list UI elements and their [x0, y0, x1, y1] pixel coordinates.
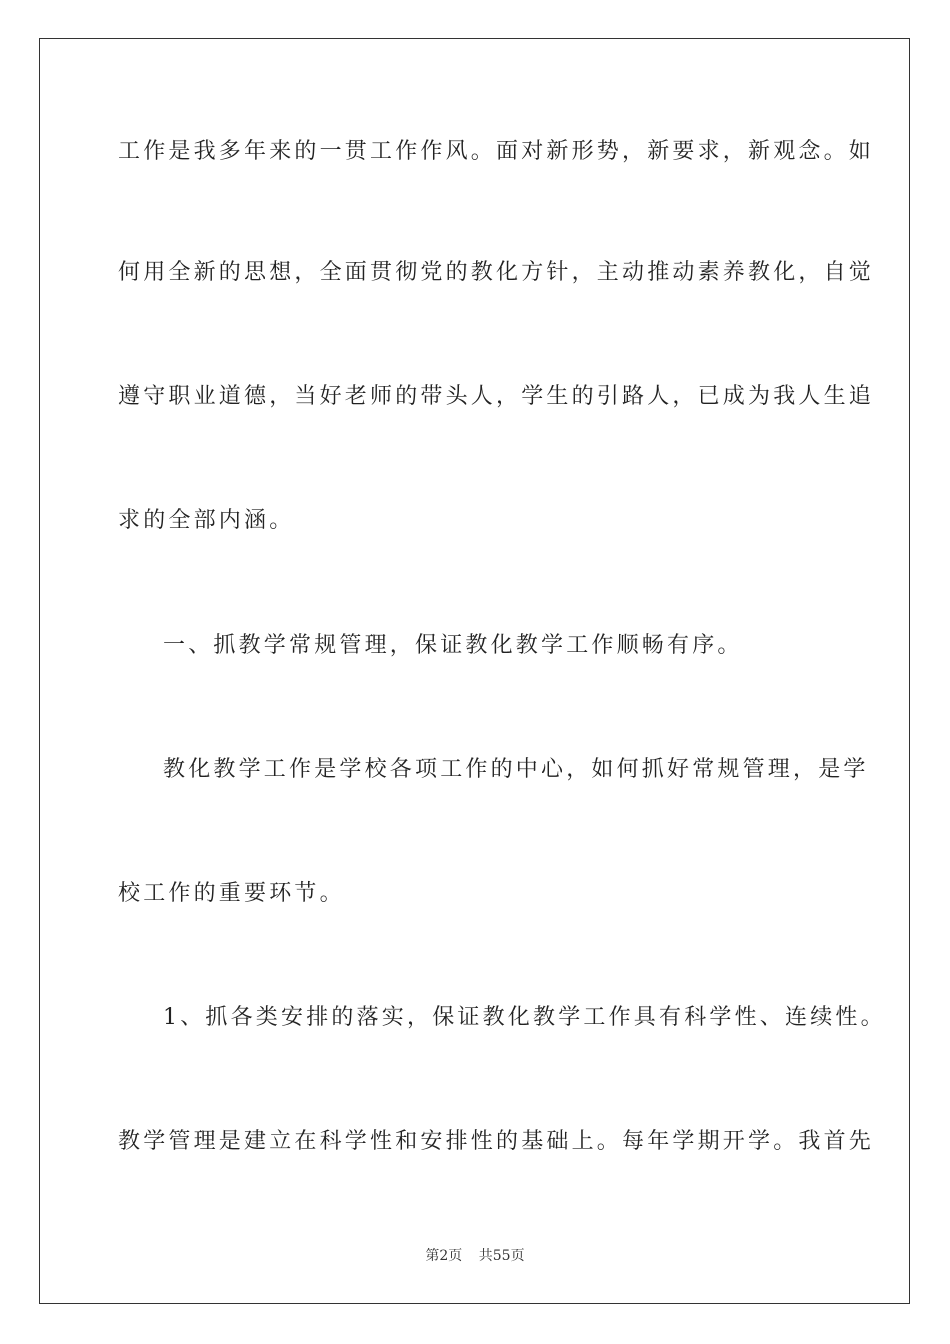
paragraph-line-5: 教化教学工作是学校各项工作的中心，如何抓好常规管理，是学 [163, 757, 869, 782]
subsection-heading: 1、抓各类安排的落实，保证教化教学工作具有科学性、连续性。 [163, 1005, 886, 1030]
page-number: 第2页 [425, 1248, 463, 1264]
paragraph-line-3: 遵守职业道德，当好老师的带头人，学生的引路人，已成为我人生追 [118, 384, 875, 409]
page-footer [0, 1245, 950, 1265]
paragraph-line-7: 教学管理是建立在科学性和安排性的基础上。每年学期开学。我首先 [118, 1129, 875, 1154]
page-border [39, 38, 910, 1304]
paragraph-line-4: 求的全部内涵。 [118, 508, 295, 533]
section-heading: 一、抓教学常规管理，保证教化教学工作顺畅有序。 [163, 633, 743, 658]
paragraph-line-6: 校工作的重要环节。 [118, 881, 345, 906]
paragraph-line-2: 何用全新的思想，全面贯彻党的教化方针，主动推动素养教化，自觉 [118, 260, 875, 285]
total-pages: 共55页 [478, 1248, 525, 1264]
paragraph-line-1: 工作是我多年来的一贯工作作风。面对新形势，新要求，新观念。如 [118, 139, 875, 164]
